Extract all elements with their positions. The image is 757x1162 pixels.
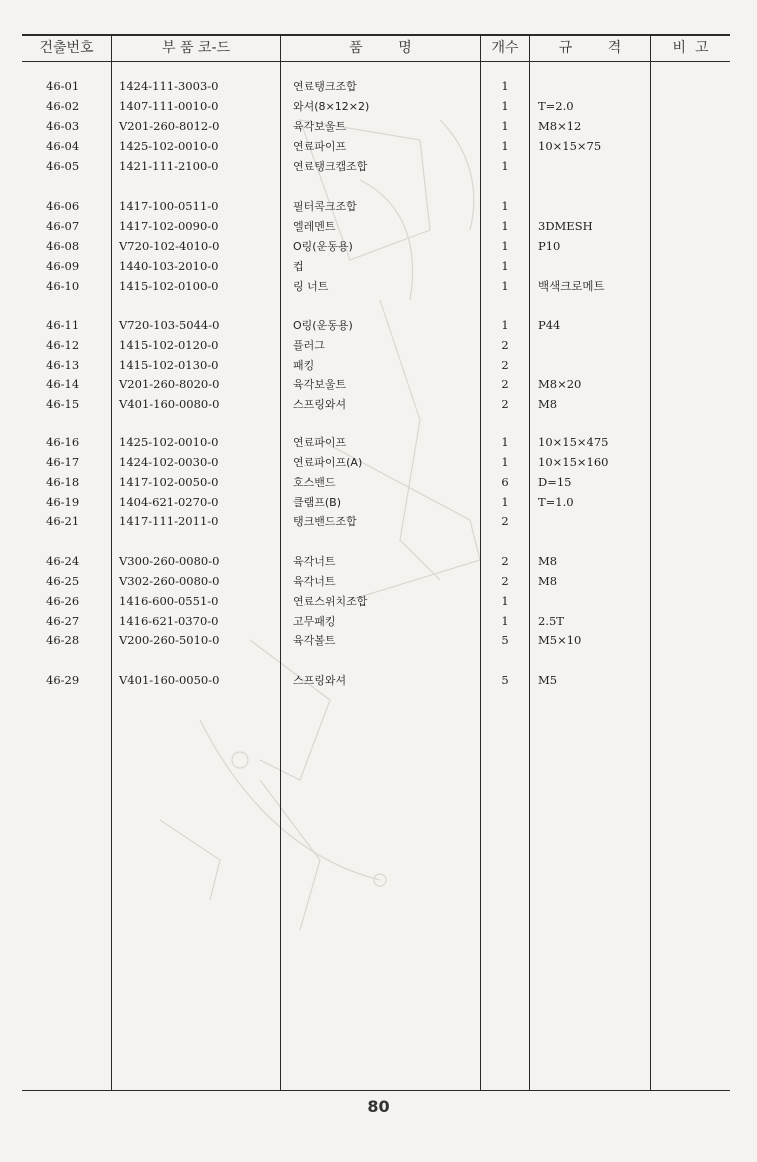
- part-name-cell: 스프링와셔: [293, 398, 347, 411]
- part-code-cell: 1415-102-0130-0: [119, 358, 219, 372]
- table-row: [0, 572, 757, 591]
- specification-cell: D=15: [538, 475, 572, 489]
- part-number-cell: 46-21: [46, 514, 80, 528]
- part-name-cell: 플러그: [293, 339, 325, 352]
- table-row: [0, 97, 757, 116]
- part-number-cell: 46-04: [46, 139, 80, 153]
- part-name-cell: 고무패킹: [293, 615, 336, 628]
- part-code-cell: 1421-111-2100-0: [119, 159, 219, 173]
- table-row: [0, 453, 757, 472]
- part-code-cell: V300-260-0080-0: [119, 554, 220, 568]
- table-row: [0, 671, 757, 690]
- part-number-cell: 46-15: [46, 397, 80, 411]
- quantity-cell: 2: [501, 554, 509, 568]
- part-code-cell: 1407-111-0010-0: [119, 99, 219, 113]
- header-remarks: 비 고: [672, 40, 709, 56]
- part-name-cell: 육각보울트: [293, 120, 347, 133]
- table-row: [0, 433, 757, 452]
- part-code-cell: 1415-102-0120-0: [119, 338, 219, 352]
- specification-cell: 2.5T: [538, 614, 564, 628]
- part-name-cell: 연료탱크조합: [293, 80, 357, 93]
- part-code-cell: V720-102-4010-0: [119, 239, 220, 253]
- part-name-cell: O링(운동용): [293, 240, 353, 253]
- part-number-cell: 46-09: [46, 259, 80, 273]
- part-number-cell: 46-16: [46, 435, 80, 449]
- part-name-cell: 필터콕크조합: [293, 200, 357, 213]
- quantity-cell: 5: [501, 673, 509, 687]
- quantity-cell: 2: [501, 377, 509, 391]
- table-row: [0, 157, 757, 176]
- table-row: [0, 257, 757, 276]
- quantity-cell: 5: [501, 633, 509, 647]
- part-code-cell: 1416-600-0551-0: [119, 594, 219, 608]
- specification-cell: M8: [538, 397, 558, 411]
- specification-cell: 3DMESH: [538, 219, 593, 233]
- part-number-cell: 46-07: [46, 219, 80, 233]
- quantity-cell: 1: [501, 139, 509, 153]
- table-row: [0, 316, 757, 335]
- table-row: [0, 512, 757, 531]
- part-code-cell: V720-103-5044-0: [119, 318, 220, 332]
- specification-cell: T=2.0: [538, 99, 574, 113]
- part-code-cell: 1417-111-2011-0: [119, 514, 219, 528]
- quantity-cell: 1: [501, 318, 509, 332]
- header-quantity: 개수: [491, 40, 519, 56]
- part-name-cell: 육각너트: [293, 575, 336, 588]
- page-number: 80: [367, 1097, 390, 1116]
- part-code-cell: 1417-102-0090-0: [119, 219, 219, 233]
- part-name-cell: 호스밴드: [293, 476, 336, 489]
- part-code-cell: 1404-621-0270-0: [119, 495, 219, 509]
- quantity-cell: 1: [501, 435, 509, 449]
- part-code-cell: V401-160-0080-0: [119, 397, 220, 411]
- quantity-cell: 1: [501, 199, 509, 213]
- quantity-cell: 2: [501, 514, 509, 528]
- specification-cell: M8: [538, 554, 558, 568]
- part-number-cell: 46-18: [46, 475, 80, 489]
- quantity-cell: 1: [501, 119, 509, 133]
- specification-cell: 백색크로메트: [538, 279, 605, 293]
- part-name-cell: 육각볼트: [293, 634, 336, 647]
- quantity-cell: 1: [501, 259, 509, 273]
- header-part-name: 품 명: [349, 40, 412, 56]
- part-name-cell: 육각보울트: [293, 378, 347, 391]
- bottom-rule: [22, 1090, 730, 1091]
- part-name-cell: 연료파이프(A): [293, 456, 363, 469]
- part-number-cell: 46-11: [46, 318, 80, 332]
- table-row: [0, 356, 757, 375]
- part-number-cell: 46-13: [46, 358, 80, 372]
- table-row: [0, 631, 757, 650]
- table-row: [0, 336, 757, 355]
- quantity-cell: 1: [501, 159, 509, 173]
- part-number-cell: 46-05: [46, 159, 80, 173]
- table-row: [0, 552, 757, 571]
- specification-cell: P44: [538, 318, 561, 332]
- table-row: [0, 117, 757, 136]
- part-code-cell: 1440-103-2010-0: [119, 259, 219, 273]
- table-row: [0, 612, 757, 631]
- part-number-cell: 46-12: [46, 338, 80, 352]
- part-code-cell: 1425-102-0010-0: [119, 435, 219, 449]
- part-code-cell: V200-260-5010-0: [119, 633, 220, 647]
- table-row: [0, 493, 757, 512]
- part-code-cell: V201-260-8020-0: [119, 377, 220, 391]
- header-specification: 규 격: [558, 40, 622, 56]
- table-row: [0, 77, 757, 96]
- header-rule: [22, 61, 730, 62]
- part-number-cell: 46-10: [46, 279, 80, 293]
- quantity-cell: 2: [501, 358, 509, 372]
- specification-cell: P10: [538, 239, 561, 253]
- part-code-cell: 1415-102-0100-0: [119, 279, 219, 293]
- part-number-cell: 46-14: [46, 377, 80, 391]
- part-code-cell: 1417-100-0511-0: [119, 199, 219, 213]
- part-number-cell: 46-25: [46, 574, 80, 588]
- quantity-cell: 1: [501, 99, 509, 113]
- part-name-cell: 탱크밴드조합: [293, 515, 357, 528]
- quantity-cell: 6: [501, 475, 509, 489]
- quantity-cell: 1: [501, 79, 509, 93]
- part-number-cell: 46-01: [46, 79, 80, 93]
- part-number-cell: 46-28: [46, 633, 80, 647]
- part-code-cell: 1424-102-0030-0: [119, 455, 219, 469]
- table-row: [0, 137, 757, 156]
- part-number-cell: 46-17: [46, 455, 80, 469]
- part-code-cell: 1416-621-0370-0: [119, 614, 219, 628]
- part-number-cell: 46-03: [46, 119, 80, 133]
- part-name-cell: 연료스위치조합: [293, 595, 368, 608]
- part-number-cell: 46-08: [46, 239, 80, 253]
- part-code-cell: V201-260-8012-0: [119, 119, 220, 133]
- quantity-cell: 1: [501, 594, 509, 608]
- part-code-cell: 1424-111-3003-0: [119, 79, 219, 93]
- part-code-cell: V401-160-0050-0: [119, 673, 220, 687]
- quantity-cell: 2: [501, 397, 509, 411]
- quantity-cell: 1: [501, 495, 509, 509]
- part-name-cell: 와셔(8×12×2): [293, 100, 370, 113]
- table-row: [0, 375, 757, 394]
- quantity-cell: 1: [501, 239, 509, 253]
- part-name-cell: 스프링와셔: [293, 674, 347, 687]
- specification-cell: M5×10: [538, 633, 582, 647]
- part-number-cell: 46-19: [46, 495, 80, 509]
- part-number-cell: 46-02: [46, 99, 80, 113]
- quantity-cell: 2: [501, 574, 509, 588]
- part-name-cell: 패킹: [293, 359, 315, 372]
- table-row: [0, 197, 757, 216]
- specification-cell: M8: [538, 574, 558, 588]
- specification-cell: 10×15×75: [538, 139, 602, 153]
- part-name-cell: 연료파이프: [293, 436, 347, 449]
- specification-cell: T=1.0: [538, 495, 574, 509]
- part-name-cell: O링(운동용): [293, 319, 353, 332]
- specification-cell: M8×20: [538, 377, 582, 391]
- part-name-cell: 컵: [293, 260, 304, 273]
- part-name-cell: 링 너트: [293, 280, 329, 293]
- table-row: [0, 395, 757, 414]
- part-number-cell: 46-24: [46, 554, 80, 568]
- quantity-cell: 2: [501, 338, 509, 352]
- part-number-cell: 46-26: [46, 594, 80, 608]
- table-row: [0, 217, 757, 236]
- part-code-cell: 1425-102-0010-0: [119, 139, 219, 153]
- part-name-cell: 연료파이프: [293, 140, 347, 153]
- part-name-cell: 육각너트: [293, 555, 336, 568]
- table-row: [0, 237, 757, 256]
- table-row: [0, 592, 757, 611]
- quantity-cell: 1: [501, 614, 509, 628]
- header-part-code: 부 품 코-드: [161, 40, 231, 56]
- part-name-cell: 연료탱크캡조합: [293, 160, 368, 173]
- part-number-cell: 46-29: [46, 673, 80, 687]
- table-row: [0, 277, 757, 296]
- table-row: [0, 473, 757, 492]
- part-code-cell: 1417-102-0050-0: [119, 475, 219, 489]
- quantity-cell: 1: [501, 455, 509, 469]
- quantity-cell: 1: [501, 219, 509, 233]
- part-code-cell: V302-260-0080-0: [119, 574, 220, 588]
- part-number-cell: 46-06: [46, 199, 80, 213]
- specification-cell: M8×12: [538, 119, 582, 133]
- specification-cell: 10×15×475: [538, 435, 609, 449]
- part-name-cell: 클램프(B): [293, 496, 342, 509]
- part-name-cell: 엘레멘트: [293, 220, 336, 233]
- header-part-number: 건출번호: [39, 40, 94, 56]
- quantity-cell: 1: [501, 279, 509, 293]
- specification-cell: 10×15×160: [538, 455, 609, 469]
- specification-cell: M5: [538, 673, 558, 687]
- part-number-cell: 46-27: [46, 614, 80, 628]
